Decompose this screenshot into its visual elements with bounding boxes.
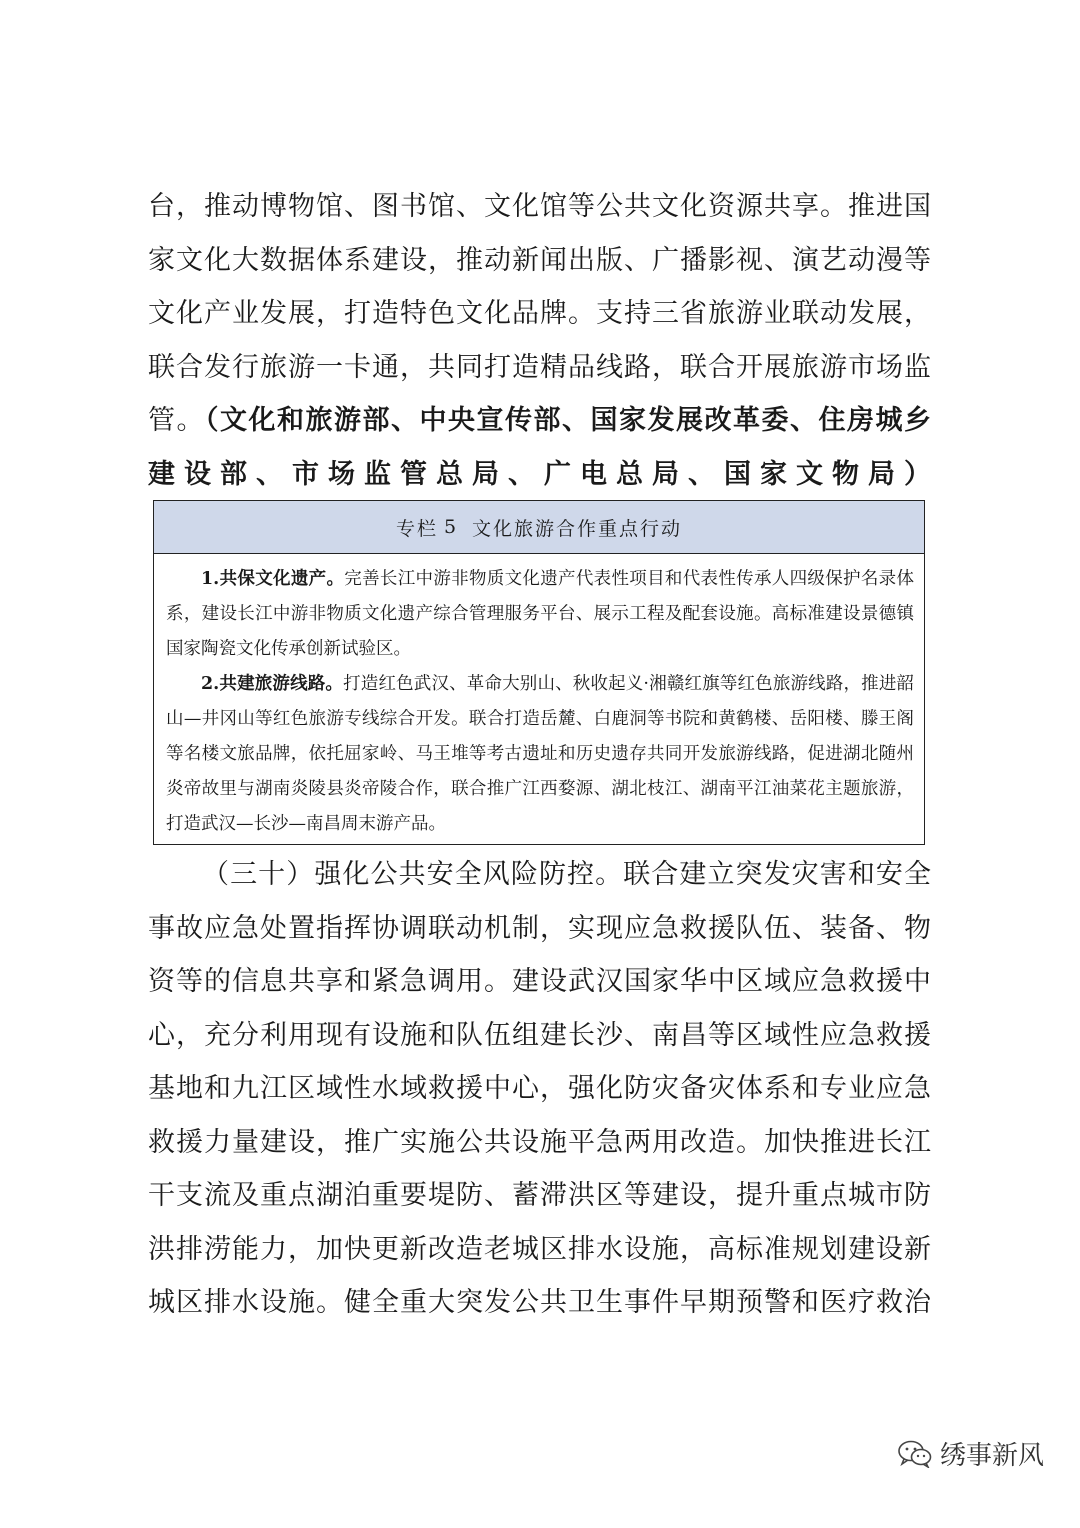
column-box — [153, 500, 925, 845]
paragraph-public-safety — [148, 848, 932, 1330]
text-line: 台，推动博物馆、图书馆、文化馆等公共文化资源共享。推进国 — [148, 191, 932, 222]
column-item — [166, 667, 914, 842]
text-line: 家文化大数据体系建设，推动新闻出版、广播影视、演艺动漫等 — [148, 244, 932, 276]
column-item — [166, 562, 914, 667]
column-item-text: 打造红色武汉、革命大别山、秋收起义·湘赣红旗等红色旅游线路，推进韶山—井冈山等红色旅游专线综合开发。联合打造岳麓、白鹿洞等书院和黄鹤楼、岳阳楼、滕王阁等名楼文旅品牌，依托屈家岭、马王堆等考古遗址和历史遗存共同开发旅游线路，促进湖北随州炎帝故里与湖南炎陵县炎帝陵合作，联合推广江西婺源、湖北枝江、湖南平江油菜花主题旅游，打造武汉—长沙—南昌周末游产品。 — [166, 674, 914, 834]
column-number: 5 — [443, 516, 459, 538]
watermark-text: 绣事新风 — [939, 1441, 1044, 1471]
text-segment: 管。 — [148, 405, 205, 436]
text-line: （三十）强化公共安全风险防控。联合建立突发灾害和安全 — [202, 859, 932, 890]
column-item-text: 完善长江中游非物质文化遗产代表性项目和代表性传承人四级保护名录体系，建设长江中游非物质文化遗产综合管理服务平台、展示工程及配套设施。高标准建设景德镇国家陶瓷文化传承创新试验区。 — [166, 569, 914, 659]
column-box-header — [154, 501, 924, 554]
column-title: 文化旅游合作重点行动 — [472, 517, 683, 540]
text-line: 城区排水设施。健全重大突发公共卫生事件早期预警和医疗救治 — [148, 1287, 932, 1318]
text-line — [148, 394, 932, 448]
column-item-lead: 2.共建旅游线路。 — [201, 674, 344, 694]
text-line: 基地和九江区域性水域救援中心，强化防灾备灾体系和专业应急 — [148, 1073, 932, 1104]
text-line: 心，充分利用现有设施和队伍组建长沙、南昌等区域性应急救援 — [148, 1019, 932, 1051]
text-line: 资等的信息共享和紧急调用。建设武汉国家华中区域应急救援中 — [148, 966, 932, 997]
column-label: 专栏 — [395, 517, 438, 540]
text-line: 联合发行旅游一卡通，共同打造精品线路，联合开展旅游市场监 — [148, 351, 932, 383]
wechat-icon — [898, 1440, 932, 1468]
text-line: 干支流及重点湖泊重要堤防、蓄滞洪区等建设，提升重点城市防 — [148, 1180, 932, 1211]
responsible-departments: （文化和旅游部、中央宣传部、国家发展改革委、住房城乡 — [205, 405, 932, 436]
text-line: 救援力量建设，推广实施公共设施平急两用改造。加快推进长江 — [148, 1126, 932, 1158]
responsible-departments-continued: 建设部、市场监管总局、广电总局、国家文物局） — [148, 458, 932, 490]
text-line: 事故应急处置指挥协调联动机制，实现应急救援队伍、装备、物 — [148, 912, 932, 944]
column-box-body — [154, 554, 924, 842]
text-line: 洪排涝能力，加快更新改造老城区排水设施，高标准规划建设新 — [148, 1233, 932, 1265]
text-line: 文化产业发展，打造特色文化品牌。支持三省旅游业联动发展， — [148, 298, 932, 329]
watermark — [898, 1435, 1044, 1472]
paragraph-culture-tourism — [148, 180, 932, 501]
column-item-lead: 1.共保文化遗产。 — [201, 569, 345, 589]
